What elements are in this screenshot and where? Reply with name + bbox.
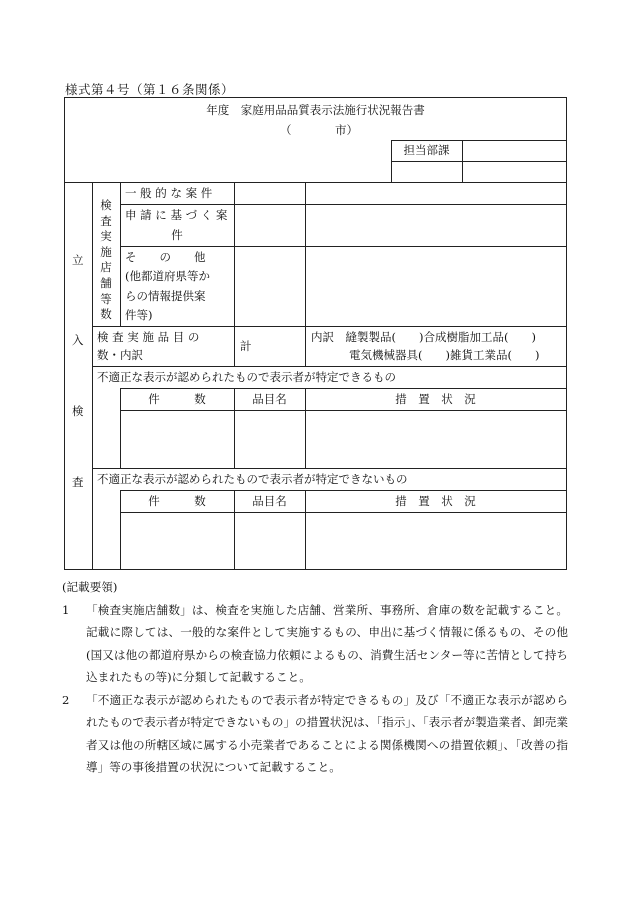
unidentified-col-item: 品目名	[252, 494, 287, 508]
unidentified-count-field[interactable]	[121, 513, 233, 568]
items-breakdown-1: 内訳 縫製製品( )合成樹脂加工品( )	[311, 330, 536, 344]
instruction-text: 「検査実施店舗数」は、検査を実施した店舗、営業所、事務所、倉庫の数を記載すること。記載に際しては、一般的な案件として実施するもの、申出に基づく情報に係るもの、その他(国又は他の都道府県からの検査協力依頼によるもの、消費生活センター等に苦情として持ち込まれたもの等)に分類して記載すること。	[86, 602, 568, 684]
identified-col-count: 件 数	[148, 392, 206, 406]
other-count-field[interactable]	[235, 247, 304, 325]
unidentified-action-field[interactable]	[306, 513, 565, 568]
identified-action-field[interactable]	[306, 411, 565, 467]
instruction-text: 「不適正な表示が認められたもので表示者が特定できるもの」及び「不適正な表示が認められたもので表示者が特定できないもの」の措置状況は、「指示」、「表示者が製造業者、卸売業者又は他の所轄区域に属する小売業者であることによる関係機関への措置依頼」、「改善の指導」等の事後措置の状況について記載すること。	[86, 692, 568, 774]
instruction-number: 1	[62, 602, 70, 617]
unidentified-col-count: 件 数	[148, 494, 206, 508]
unidentified-item-field[interactable]	[235, 513, 304, 568]
report-form-table	[64, 97, 567, 570]
row-other-4: 件等)	[125, 308, 153, 322]
city-open: （	[280, 123, 292, 137]
form-number: 様式第４号（第１６条関係）	[65, 82, 235, 97]
person-field-2[interactable]	[463, 162, 566, 181]
row-general: 一 般 的 な 案 件	[125, 186, 213, 200]
person-field[interactable]	[392, 162, 461, 181]
row-other-1: そ の 他	[125, 250, 206, 264]
row-request-2: 件	[171, 228, 183, 242]
identified-col-action: 措 置 状 況	[395, 392, 476, 406]
side-label-4: 査	[72, 475, 84, 489]
request-count-field[interactable]	[235, 205, 304, 245]
instructions	[62, 576, 568, 779]
instruction-number: 2	[62, 692, 70, 707]
dept-field[interactable]	[463, 141, 566, 160]
unidentified-heading: 不適正な表示が認められたもので表示者が特定できないもの	[97, 472, 408, 486]
instruction-item	[62, 689, 568, 779]
instructions-heading: (記載要領)	[62, 580, 118, 594]
row-other-3: らの情報提供案	[125, 289, 206, 303]
general-count-field[interactable]	[235, 183, 304, 203]
identified-heading: 不適正な表示が認められたもので表示者が特定できるもの	[97, 370, 396, 384]
items-label-2: 数・内訳	[97, 348, 143, 362]
unidentified-col-action: 措 置 状 況	[395, 494, 476, 508]
instruction-item	[62, 599, 568, 689]
side-label-2: 入	[72, 333, 84, 347]
items-breakdown-2: 電気機械器具( )雑貨工業品( )	[349, 348, 540, 362]
side-label-3: 検	[72, 404, 84, 418]
row-other-2: (他都道府県等か	[125, 269, 210, 283]
side-label-1: 立	[72, 253, 84, 267]
city-close: 市）	[335, 123, 358, 137]
dept-label: 担当部課	[403, 143, 450, 157]
report-title: 年度 家庭用品品質表示法施行状況報告書	[206, 103, 425, 117]
identified-count-field[interactable]	[121, 411, 233, 467]
items-label-1: 検 査 実 施 品 目 の	[97, 330, 200, 344]
shop-count-label: 検 査 実 施 店 舗 等 数	[100, 198, 112, 322]
identified-item-field[interactable]	[235, 411, 304, 467]
row-request-1: 申 請 に 基 づ く 案	[125, 208, 228, 222]
items-total-label: 計	[240, 339, 252, 353]
identified-col-item: 品目名	[252, 392, 287, 406]
